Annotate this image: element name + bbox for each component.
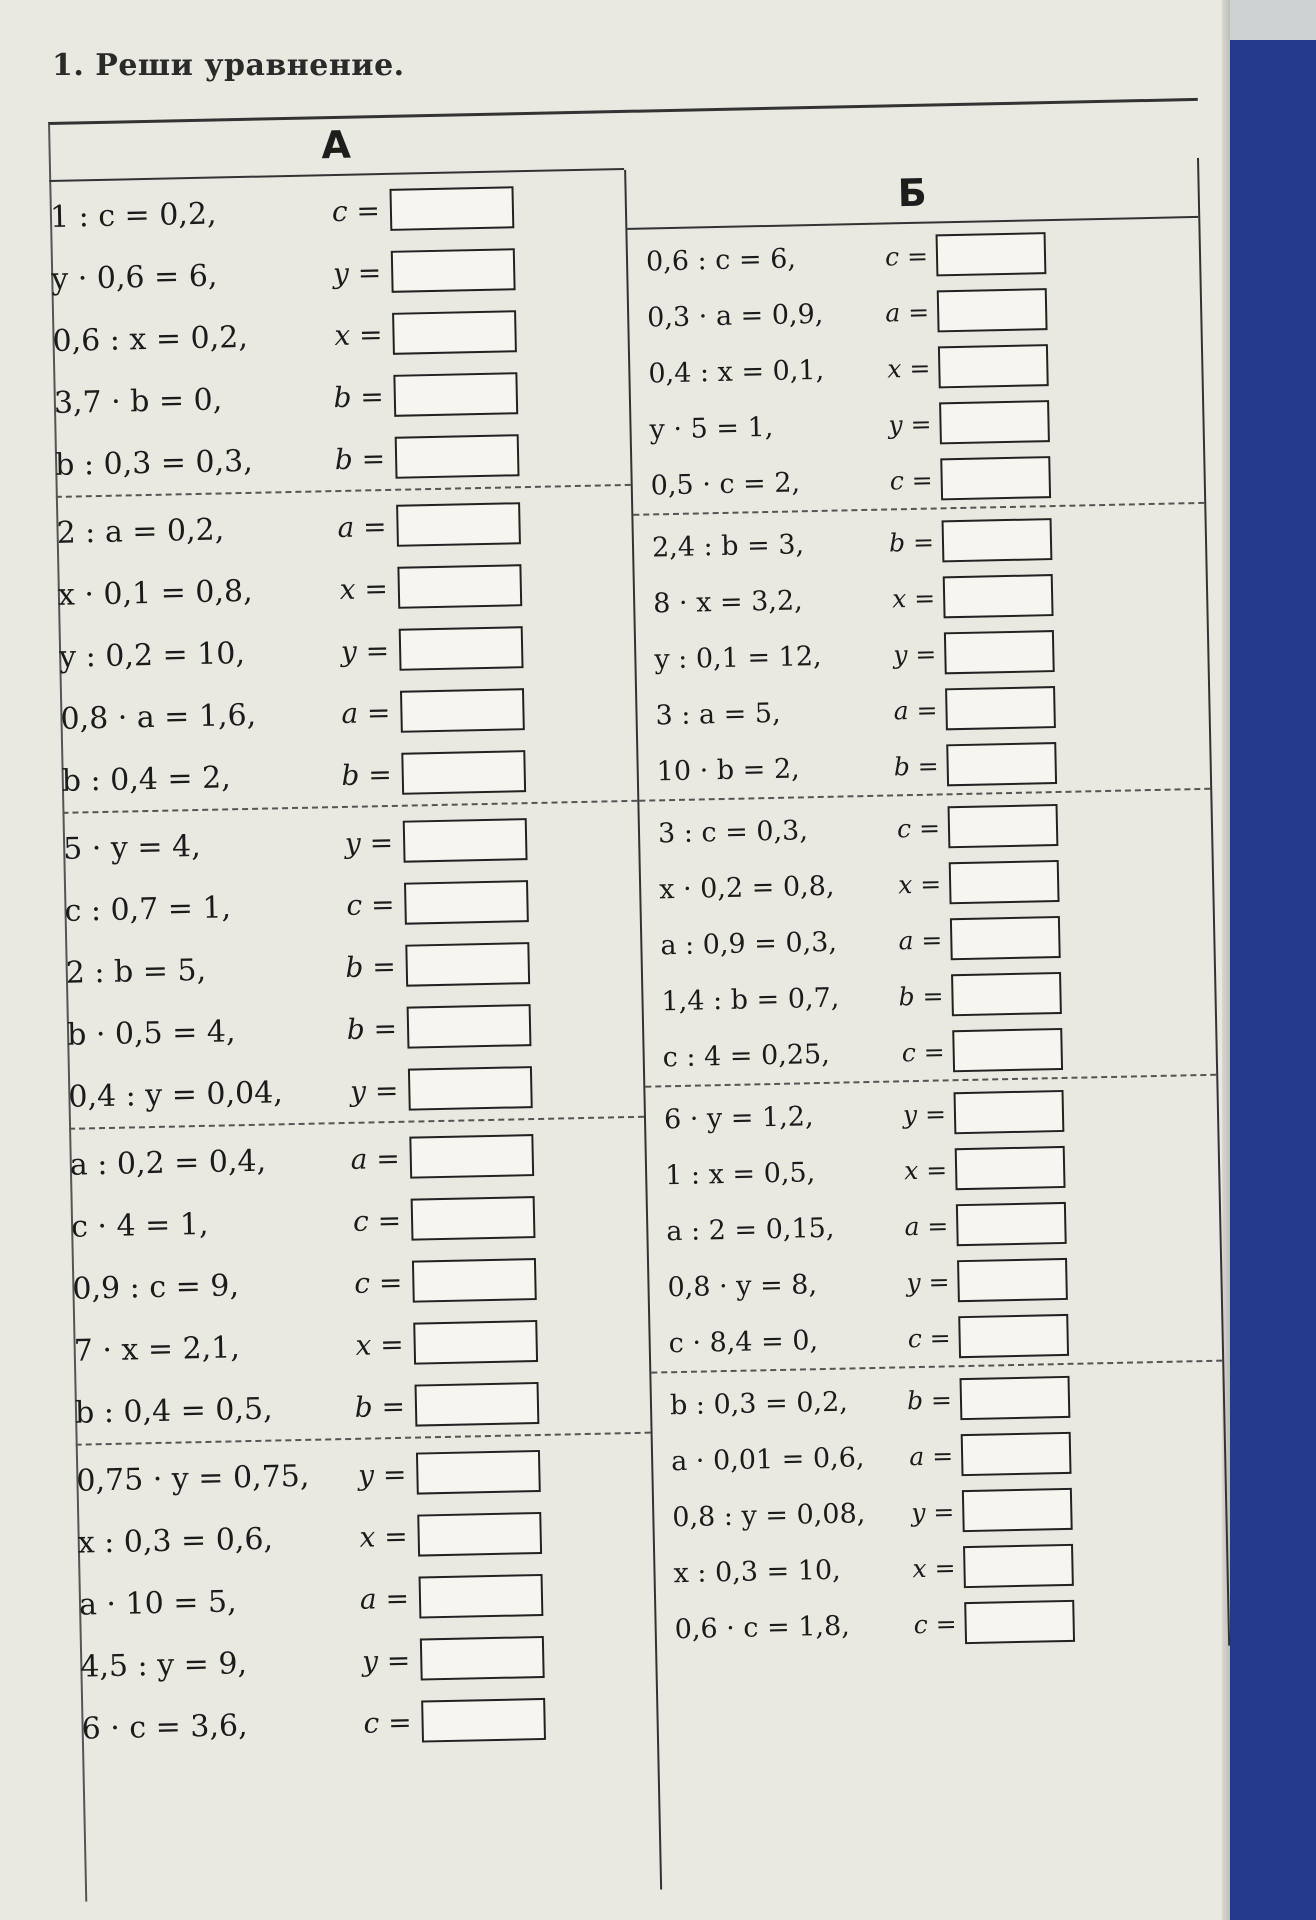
equation-text: b : 0,3 = 0,3, [54, 443, 254, 483]
equation-text: b : 0,4 = 0,5, [74, 1391, 273, 1431]
equation-group [639, 790, 1216, 1088]
answer-box[interactable] [407, 1004, 532, 1049]
column-b-body [627, 218, 1228, 1658]
answer-box[interactable] [944, 630, 1055, 674]
equation-row [638, 732, 1210, 800]
equation-text: 0,8 · y = 8, [667, 1268, 818, 1303]
answer-variable-label: c = [907, 1322, 951, 1353]
equation-text: 0,6 · c = 1,8, [674, 1610, 851, 1645]
equation-row [74, 1370, 650, 1444]
equation-text: 0,4 : y = 0,04, [68, 1074, 284, 1115]
answer-variable-label: b = [893, 750, 939, 781]
answer-box[interactable] [400, 688, 525, 733]
answer-box[interactable] [957, 1258, 1068, 1302]
equation-text: 0,6 : x = 0,2, [52, 319, 249, 359]
answer-variable-label: a = [904, 1210, 949, 1241]
answer-box[interactable] [948, 804, 1059, 848]
equation-text: 2,4 : b = 3, [651, 528, 805, 563]
equation-text: 10 · b = 2, [656, 752, 800, 787]
answer-variable-label: x = [903, 1154, 948, 1185]
equation-text: b : 0,4 = 2, [61, 759, 232, 799]
equation-text: 0,4 : x = 0,1, [648, 354, 825, 389]
equation-text: a · 0,01 = 0,6, [670, 1441, 865, 1477]
equation-text: b : 0,3 = 0,2, [669, 1386, 849, 1421]
answer-box[interactable] [415, 1382, 540, 1427]
answer-variable-label: c = [901, 1036, 945, 1067]
answer-box[interactable] [409, 1134, 534, 1179]
equation-row [650, 1304, 1222, 1372]
equation-text: a : 2 = 0,15, [666, 1212, 835, 1247]
answer-variable-label: c = [884, 241, 929, 271]
answer-box[interactable] [391, 248, 516, 293]
answer-variable-label: a = [885, 297, 930, 328]
answer-variable-label: c = [896, 812, 941, 843]
column-b-label: Б [897, 170, 928, 216]
answer-box[interactable] [938, 344, 1049, 388]
answer-variable-label: x = [887, 353, 931, 383]
equation-text: 2 : a = 0,2, [56, 511, 225, 551]
answer-variable-label: y = [910, 1496, 955, 1527]
answer-variable-label: y = [332, 255, 382, 290]
answer-box[interactable] [392, 310, 517, 355]
equation-text: y · 5 = 1, [649, 411, 774, 445]
answer-box[interactable] [955, 1146, 1066, 1190]
answer-variable-label: a = [350, 1141, 401, 1176]
equation-row [81, 1686, 657, 1760]
answer-variable-label: y = [357, 1457, 407, 1492]
equation-text: 0,8 : y = 0,08, [672, 1497, 866, 1533]
answer-variable-label: b = [898, 980, 944, 1011]
answer-box[interactable] [940, 456, 1051, 500]
answer-variable-label: b = [345, 949, 397, 984]
equation-text: c : 0,7 = 1, [64, 889, 232, 929]
equation-text: 0,5 · c = 2, [650, 466, 801, 501]
answer-variable-label: a = [341, 695, 391, 730]
equation-text: 1,4 : b = 0,7, [661, 982, 840, 1017]
equation-row [55, 422, 631, 496]
equation-text: 0,8 · a = 1,6, [60, 697, 257, 737]
answer-box[interactable] [951, 972, 1062, 1016]
answer-box[interactable] [963, 1544, 1074, 1588]
equation-row [61, 738, 637, 812]
equation-text: y : 0,2 = 10, [58, 635, 246, 675]
answer-variable-label: b = [354, 1389, 406, 1424]
equation-text: y · 0,6 = 6, [50, 257, 218, 297]
equation-text: 7 · x = 2,1, [73, 1329, 241, 1369]
answer-variable-label: b = [334, 441, 386, 476]
answer-variable-label: x = [912, 1552, 956, 1583]
answer-box[interactable] [416, 1450, 541, 1495]
equation-group [633, 504, 1210, 802]
equation-text: x · 0,1 = 0,8, [57, 573, 253, 613]
column-a [49, 170, 657, 1760]
answer-variable-label: y = [361, 1643, 411, 1678]
answer-variable-label: y = [893, 639, 937, 669]
answer-box[interactable] [411, 1196, 536, 1241]
equation-text: x : 0,3 = 0,6, [77, 1521, 274, 1561]
equation-text: 4,5 : y = 9, [79, 1645, 248, 1685]
answer-box[interactable] [962, 1488, 1073, 1532]
answer-box[interactable] [937, 288, 1048, 332]
answer-box[interactable] [943, 574, 1054, 618]
equation-text: y : 0,1 = 12, [654, 640, 822, 675]
answer-box[interactable] [420, 1636, 545, 1681]
task-title: 1. Реши уравнение. [52, 48, 405, 83]
equation-text: 6 · y = 1,2, [663, 1100, 814, 1135]
answer-variable-label: y = [902, 1098, 947, 1129]
equation-text: x · 0,2 = 0,8, [658, 870, 835, 905]
answer-box[interactable] [954, 1090, 1065, 1134]
answer-variable-label: b = [346, 1011, 398, 1046]
answer-box[interactable] [396, 502, 521, 547]
answer-variable-label: y = [344, 825, 394, 860]
equation-text: 8 · x = 3,2, [652, 584, 803, 619]
equation-text: b · 0,5 = 4, [66, 1013, 236, 1053]
answer-box[interactable] [939, 400, 1050, 444]
answer-variable-label: c = [889, 465, 933, 495]
equation-group [56, 486, 637, 814]
answer-variable-label: a = [898, 924, 943, 955]
answer-variable-label: c = [346, 887, 395, 922]
answer-box[interactable] [395, 434, 520, 479]
equation-text: c : 4 = 0,25, [662, 1038, 831, 1073]
answer-box[interactable] [950, 916, 1061, 960]
equation-row [644, 1018, 1216, 1086]
answer-box[interactable] [961, 1432, 1072, 1476]
answer-variable-label: y = [340, 633, 390, 668]
equation-group [627, 218, 1204, 516]
answer-box[interactable] [389, 186, 514, 231]
answer-variable-label: x = [891, 583, 936, 613]
equation-group [62, 802, 643, 1130]
equation-row [68, 1054, 644, 1128]
answer-variable-label: a = [359, 1581, 410, 1616]
answer-variable-label: a = [893, 695, 938, 725]
answer-variable-label: c = [363, 1705, 412, 1740]
equation-text: 3 : c = 0,3, [657, 814, 809, 849]
answer-box[interactable] [399, 626, 524, 671]
equation-row [656, 1590, 1228, 1658]
answer-box[interactable] [936, 232, 1047, 276]
equation-text: c · 8,4 = 0, [668, 1324, 819, 1359]
answer-variable-label: c = [352, 1203, 402, 1238]
answer-box[interactable] [408, 1066, 533, 1111]
answer-box[interactable] [949, 860, 1060, 904]
equation-text: 0,75 · y = 0,75, [76, 1458, 310, 1499]
answer-box[interactable] [393, 372, 518, 417]
answer-box[interactable] [412, 1258, 537, 1303]
answer-variable-label: x = [355, 1327, 405, 1362]
equation-text: a : 0,9 = 0,3, [660, 926, 838, 961]
equation-group [76, 1434, 657, 1760]
column-b [626, 158, 1230, 1658]
answer-box[interactable] [956, 1202, 1067, 1246]
answer-box[interactable] [958, 1314, 1069, 1358]
answer-box[interactable] [417, 1512, 542, 1557]
equation-group [645, 1076, 1222, 1374]
answer-box[interactable] [403, 818, 528, 863]
answer-variable-label: b = [906, 1384, 953, 1415]
equation-text: 2 : b = 5, [65, 952, 207, 991]
answer-box[interactable] [397, 564, 522, 609]
column-a-label: А [320, 122, 352, 168]
equation-group [651, 1362, 1228, 1658]
answer-box[interactable] [960, 1376, 1071, 1420]
answer-variable-label: c = [913, 1608, 957, 1639]
equation-text: a · 10 = 5, [78, 1583, 237, 1623]
answer-variable-label: a = [337, 509, 387, 544]
equation-text: 1 : x = 0,5, [664, 1156, 816, 1191]
answer-variable-label: c = [353, 1265, 403, 1300]
answer-variable-label: b = [333, 379, 385, 414]
equation-table [48, 98, 1245, 1902]
answer-box[interactable] [413, 1320, 538, 1365]
answer-box[interactable] [942, 518, 1053, 562]
equation-text: 6 · c = 3,6, [81, 1707, 248, 1747]
answer-variable-label: b = [341, 757, 393, 792]
equation-text: c · 4 = 1, [70, 1206, 209, 1245]
equation-text: x : 0,3 = 10, [673, 1554, 841, 1589]
equation-text: 1 : c = 0,2, [49, 195, 217, 235]
equation-text: 3 : a = 5, [655, 697, 781, 731]
answer-box[interactable] [952, 1028, 1063, 1072]
answer-variable-label: x = [359, 1519, 409, 1554]
answer-box[interactable] [946, 742, 1057, 786]
answer-variable-label: b = [888, 527, 935, 557]
answer-variable-label: x = [334, 317, 383, 352]
equation-text: 3,7 · b = 0, [53, 381, 223, 421]
equation-text: a : 0,2 = 0,4, [69, 1143, 267, 1183]
answer-box[interactable] [405, 942, 530, 987]
answer-box[interactable] [421, 1698, 546, 1743]
answer-variable-label: x = [897, 868, 942, 899]
equation-text: 5 · y = 4, [62, 828, 202, 867]
answer-box[interactable] [964, 1600, 1075, 1644]
answer-variable-label: x = [339, 571, 389, 606]
answer-variable-label: a = [909, 1440, 954, 1471]
equation-text: 0,9 : c = 9, [72, 1267, 240, 1307]
answer-variable-label: y = [888, 409, 932, 439]
equation-group [49, 170, 630, 498]
equation-text: 0,3 · a = 0,9, [646, 298, 824, 333]
equation-row [632, 446, 1204, 514]
answer-variable-label: y = [906, 1266, 950, 1297]
equation-group [69, 1118, 650, 1446]
equation-text: 0,6 : c = 6, [645, 242, 797, 278]
answer-box[interactable] [404, 880, 529, 925]
answer-box[interactable] [945, 686, 1056, 730]
answer-box[interactable] [401, 750, 526, 795]
answer-variable-label: y = [349, 1073, 399, 1108]
answer-variable-label: c = [331, 193, 381, 228]
answer-box[interactable] [419, 1574, 544, 1619]
